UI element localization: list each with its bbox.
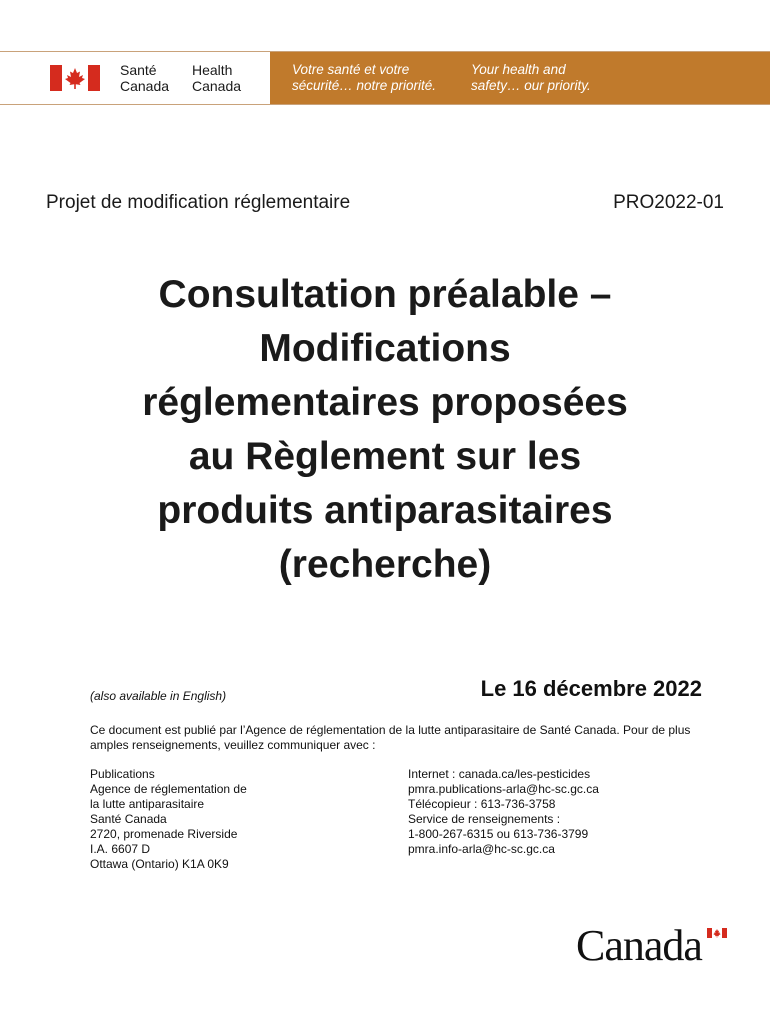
slogan-fr-line1: Votre santé et votre (292, 62, 410, 77)
contact-info (408, 767, 599, 857)
contact-line: 1-800-267-6315 ou 613-736-3799 (408, 827, 589, 841)
title-line: (recherche) (278, 543, 492, 586)
header-identity (0, 52, 270, 104)
slogan-fr (292, 62, 436, 94)
document-number: PRO2022-01 (613, 192, 724, 213)
header-banner (0, 51, 770, 105)
document-title (60, 268, 710, 592)
wordmark-flag-icon (707, 928, 727, 938)
title-line: Consultation préalable – (158, 273, 612, 316)
canada-flag-icon (50, 65, 100, 91)
address-line: la lutte antiparasitaire (90, 797, 205, 811)
contact-line: Télécopieur : 613-736-3758 (408, 797, 556, 811)
title-line: réglementaires proposées (142, 381, 628, 424)
slogan-en-line1: Your health and (471, 62, 566, 77)
slogan-fr-line2: sécurité… notre priorité. (292, 78, 437, 93)
org-en-line1: Health (192, 62, 233, 78)
contact-line: pmra.publications-arla@hc-sc.gc.ca (408, 782, 599, 796)
address-line: I.A. 6607 D (90, 842, 151, 856)
address-line: Publications (90, 767, 155, 781)
contact-line: Internet : canada.ca/les-pesticides (408, 767, 591, 781)
address-line: 2720, promenade Riverside (90, 827, 238, 841)
availability-note: (also available in English) (90, 689, 227, 703)
title-line: Modifications (259, 327, 511, 370)
slogan-band (270, 52, 770, 104)
org-name-fr (120, 62, 169, 94)
contact-line: pmra.info-arla@hc-sc.gc.ca (408, 842, 555, 856)
address-line: Santé Canada (90, 812, 167, 826)
slogan-en-line2: safety… our priority. (471, 78, 591, 93)
address-line: Agence de réglementation de (90, 782, 247, 796)
org-name-en (192, 62, 241, 94)
document-type-label: Projet de modification réglementaire (46, 192, 351, 213)
wordmark-text: Canada (576, 921, 702, 970)
mailing-address (90, 767, 247, 872)
org-fr-line1: Santé (120, 62, 157, 78)
contact-line: Service de renseignements : (408, 812, 561, 826)
canada-wordmark (576, 921, 728, 970)
title-line: produits antiparasitaires (157, 489, 613, 532)
org-en-line2: Canada (192, 78, 242, 94)
slogan-en (471, 62, 591, 94)
title-line: au Règlement sur les (188, 435, 582, 478)
address-line: Ottawa (Ontario) K1A 0K9 (90, 857, 229, 871)
intro-paragraph: Ce document est publié par l’Agence de réglementation de la lutte antiparasitaire de Santé Canada. Pour de plus amples renseignements, veuillez communiquer avec : (90, 723, 691, 752)
org-fr-line2: Canada (120, 78, 170, 94)
document-date: Le 16 décembre 2022 (480, 676, 702, 701)
